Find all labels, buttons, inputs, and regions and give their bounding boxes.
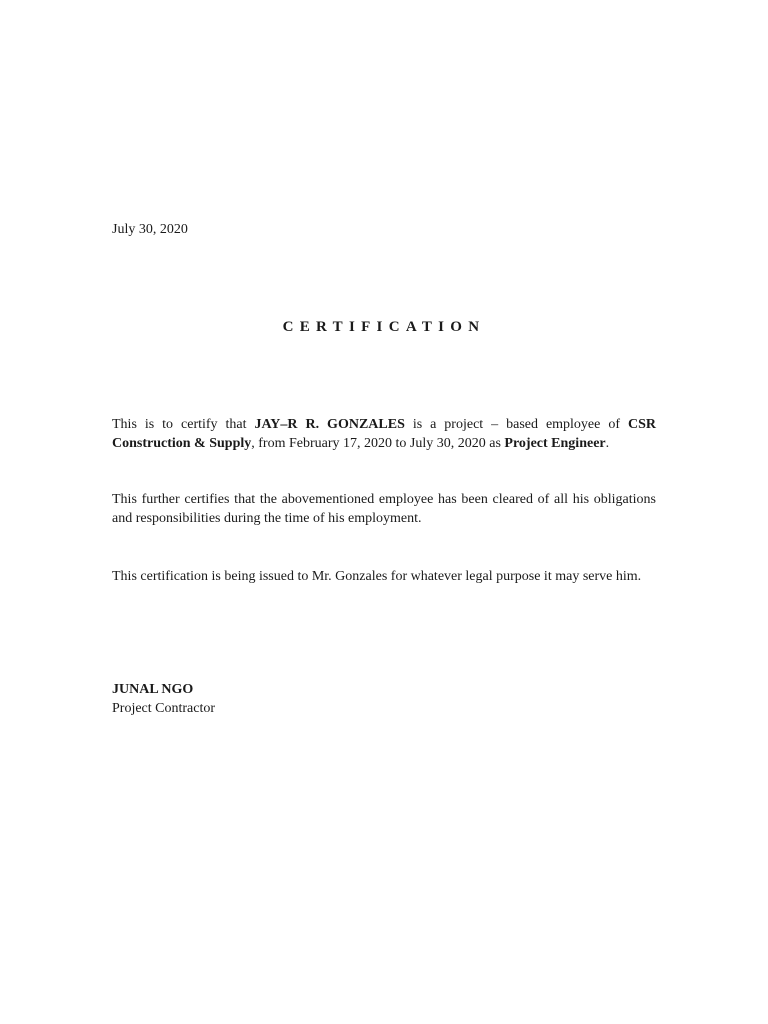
- signatory-name: JUNAL NGO: [112, 682, 194, 697]
- position-title: Project Engineer: [504, 436, 606, 451]
- employee-name: JAY–R R. GONZALES: [254, 417, 405, 432]
- certification-paragraph: [112, 415, 656, 453]
- employment-period: , from February 17, 2020 to July 30, 2020 as: [251, 436, 505, 451]
- signatory-title: Project Contractor: [112, 701, 216, 716]
- purpose-paragraph: This certification is being issued to Mr. Gonzales for whatever legal purpose it may serve him.: [112, 569, 642, 584]
- clearance-paragraph: This further certifies that the abovementioned employee has been cleared of all his obligations and responsibilities during the time of his employment.: [112, 492, 656, 526]
- paragraph-end: .: [605, 436, 610, 451]
- document-title: CERTIFICATION: [282, 319, 486, 335]
- document-date: July 30, 2020: [112, 222, 188, 237]
- paragraph-lead: This is to certify that: [112, 417, 255, 432]
- signatory-block: [112, 680, 215, 718]
- company-name: CSR Construction & Supply: [112, 417, 656, 451]
- paragraph-mid: is a project – based employee of: [404, 417, 628, 432]
